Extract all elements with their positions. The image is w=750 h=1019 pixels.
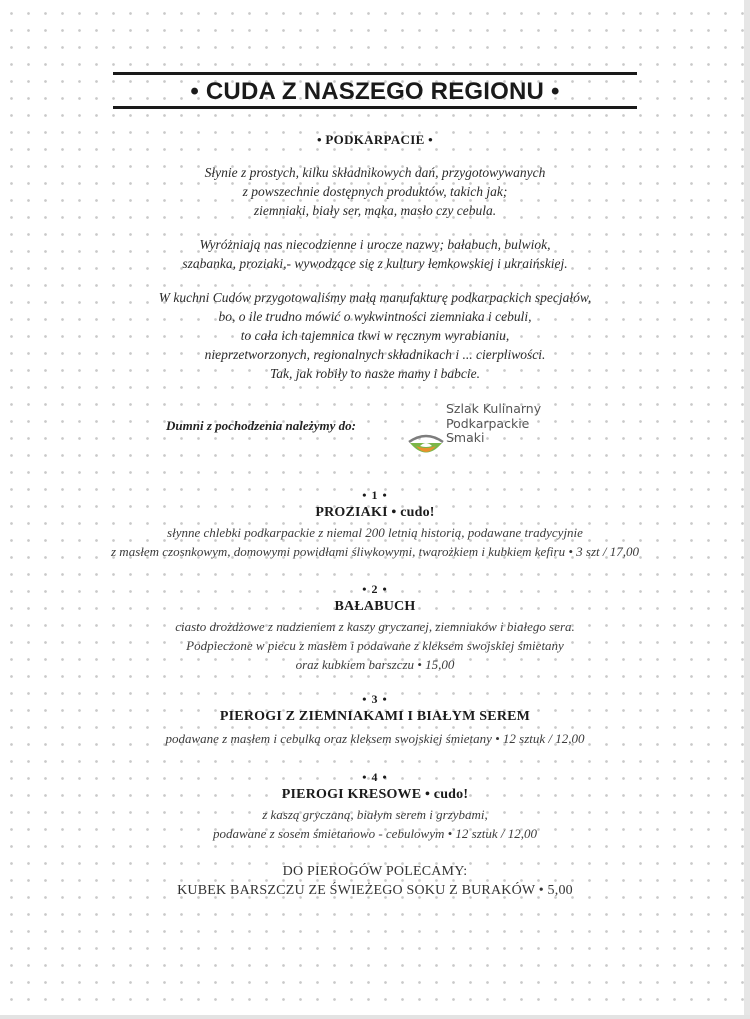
bowl-icon bbox=[406, 420, 446, 462]
page-title: • CUDA Z NASZEGO REGIONU • bbox=[190, 78, 560, 105]
szlak-kulinarny-logo bbox=[406, 402, 546, 464]
recommendation-heading: DO PIEROGÓW POLECAMY: bbox=[282, 864, 468, 879]
dish-description bbox=[40, 523, 710, 561]
dish-description-line: z masłem czosnkowym, domowymi powidłami śliwkowymi, twarożkiem i kubkiem kefiru • 3 szt / 17,00 bbox=[111, 544, 639, 559]
intro-line: Tak, jak robiły to nasze mamy i babcie. bbox=[269, 366, 481, 381]
dish-description-line: z kaszą gryczaną, białym serem i grzybami, bbox=[262, 807, 488, 822]
dish-number: • 2 • bbox=[362, 582, 388, 596]
recommendation bbox=[40, 862, 710, 900]
page-edge-shadow bbox=[744, 0, 750, 1019]
logo-text-line: Szlak Kulinarny bbox=[446, 401, 542, 416]
intro-line: Słynie z prostych, kilku składnikowych dań, przygotowywanych bbox=[204, 165, 546, 180]
dish-description bbox=[40, 805, 710, 843]
intro-line: Wyróżniają nas niecodzienne i urocze nazwy; bałabuch, bulwiok, bbox=[199, 237, 551, 252]
intro-line: bo, o ile trudno mówić o wykwintności ziemniaka i cebuli, bbox=[218, 309, 532, 324]
dish-description bbox=[40, 617, 710, 674]
dish-description-line: Podpieczone w piecu z masłem i podawane z kleksem swojskiej śmietany bbox=[186, 638, 564, 653]
dish-description-line: podawane z sosem śmietanowo - cebulowym • 12 sztuk / 12,00 bbox=[212, 826, 538, 841]
logo-text-line: Smaki bbox=[446, 430, 485, 445]
dish-description-line: słynne chlebki podkarpackie z niemal 200 letnią historią, podawane tradycyjnie bbox=[167, 525, 583, 540]
recommendation-item: KUBEK BARSZCZU ZE ŚWIEŻEGO SOKU Z BURAKÓW • 5,00 bbox=[177, 883, 573, 898]
title-top-rule bbox=[113, 72, 637, 75]
dish-name: PROZIAKI • cudo! bbox=[315, 505, 435, 520]
intro-line: W kuchni Cudów przygotowaliśmy małą manufakturę podkarpackich specjałów, bbox=[158, 290, 592, 305]
intro-paragraph-3 bbox=[40, 288, 710, 383]
intro-line: to cała ich tajemnica tkwi w ręcznym wyrabianiu, bbox=[240, 328, 510, 343]
dish-number: • 4 • bbox=[362, 770, 388, 784]
intro-paragraph-2 bbox=[40, 235, 710, 273]
dish-number: • 1 • bbox=[362, 488, 388, 502]
page-bottom-shadow bbox=[0, 1015, 750, 1019]
dish-description-line: podawane z masłem i cebulką oraz kleksem swojskiej śmietany • 12 sztuk / 12,00 bbox=[165, 731, 585, 746]
intro-line: szabanka, proziaki,- wywodzące się z kultury łemkowskiej i ukraińskiej. bbox=[182, 256, 568, 271]
dish-name: PIEROGI KRESOWE • cudo! bbox=[281, 787, 469, 802]
logo-text-line: Podkarpackie bbox=[446, 415, 530, 431]
title-bottom-rule bbox=[113, 106, 637, 109]
intro-line: ziemniaki, biały ser, mąka, masło czy cebula. bbox=[253, 203, 497, 218]
dish-description bbox=[40, 729, 710, 748]
dish-name: BAŁABUCH bbox=[334, 599, 416, 614]
dish-description-line: ciasto drożdżowe z nadzieniem z kaszy gryczanej, ziemniaków i białego sera. bbox=[175, 619, 575, 634]
intro-line: z powszechnie dostępnych produktów, takich jak; bbox=[242, 184, 508, 199]
dish-description-line: oraz kubkiem barszczu • 15,00 bbox=[295, 657, 455, 672]
intro-paragraph-1 bbox=[40, 163, 710, 220]
dish-name: PIEROGI Z ZIEMNIAKAMI I BIAŁYM SEREM bbox=[219, 709, 531, 724]
region-heading: • PODKARPACIE • bbox=[317, 132, 433, 147]
affiliation-label: Dumni z pochodzenia należymy do: bbox=[166, 418, 356, 433]
intro-line: nieprzetworzonych, regionalnych składnikach i ... cierpliwości. bbox=[204, 347, 546, 362]
dish-number: • 3 • bbox=[362, 692, 388, 706]
